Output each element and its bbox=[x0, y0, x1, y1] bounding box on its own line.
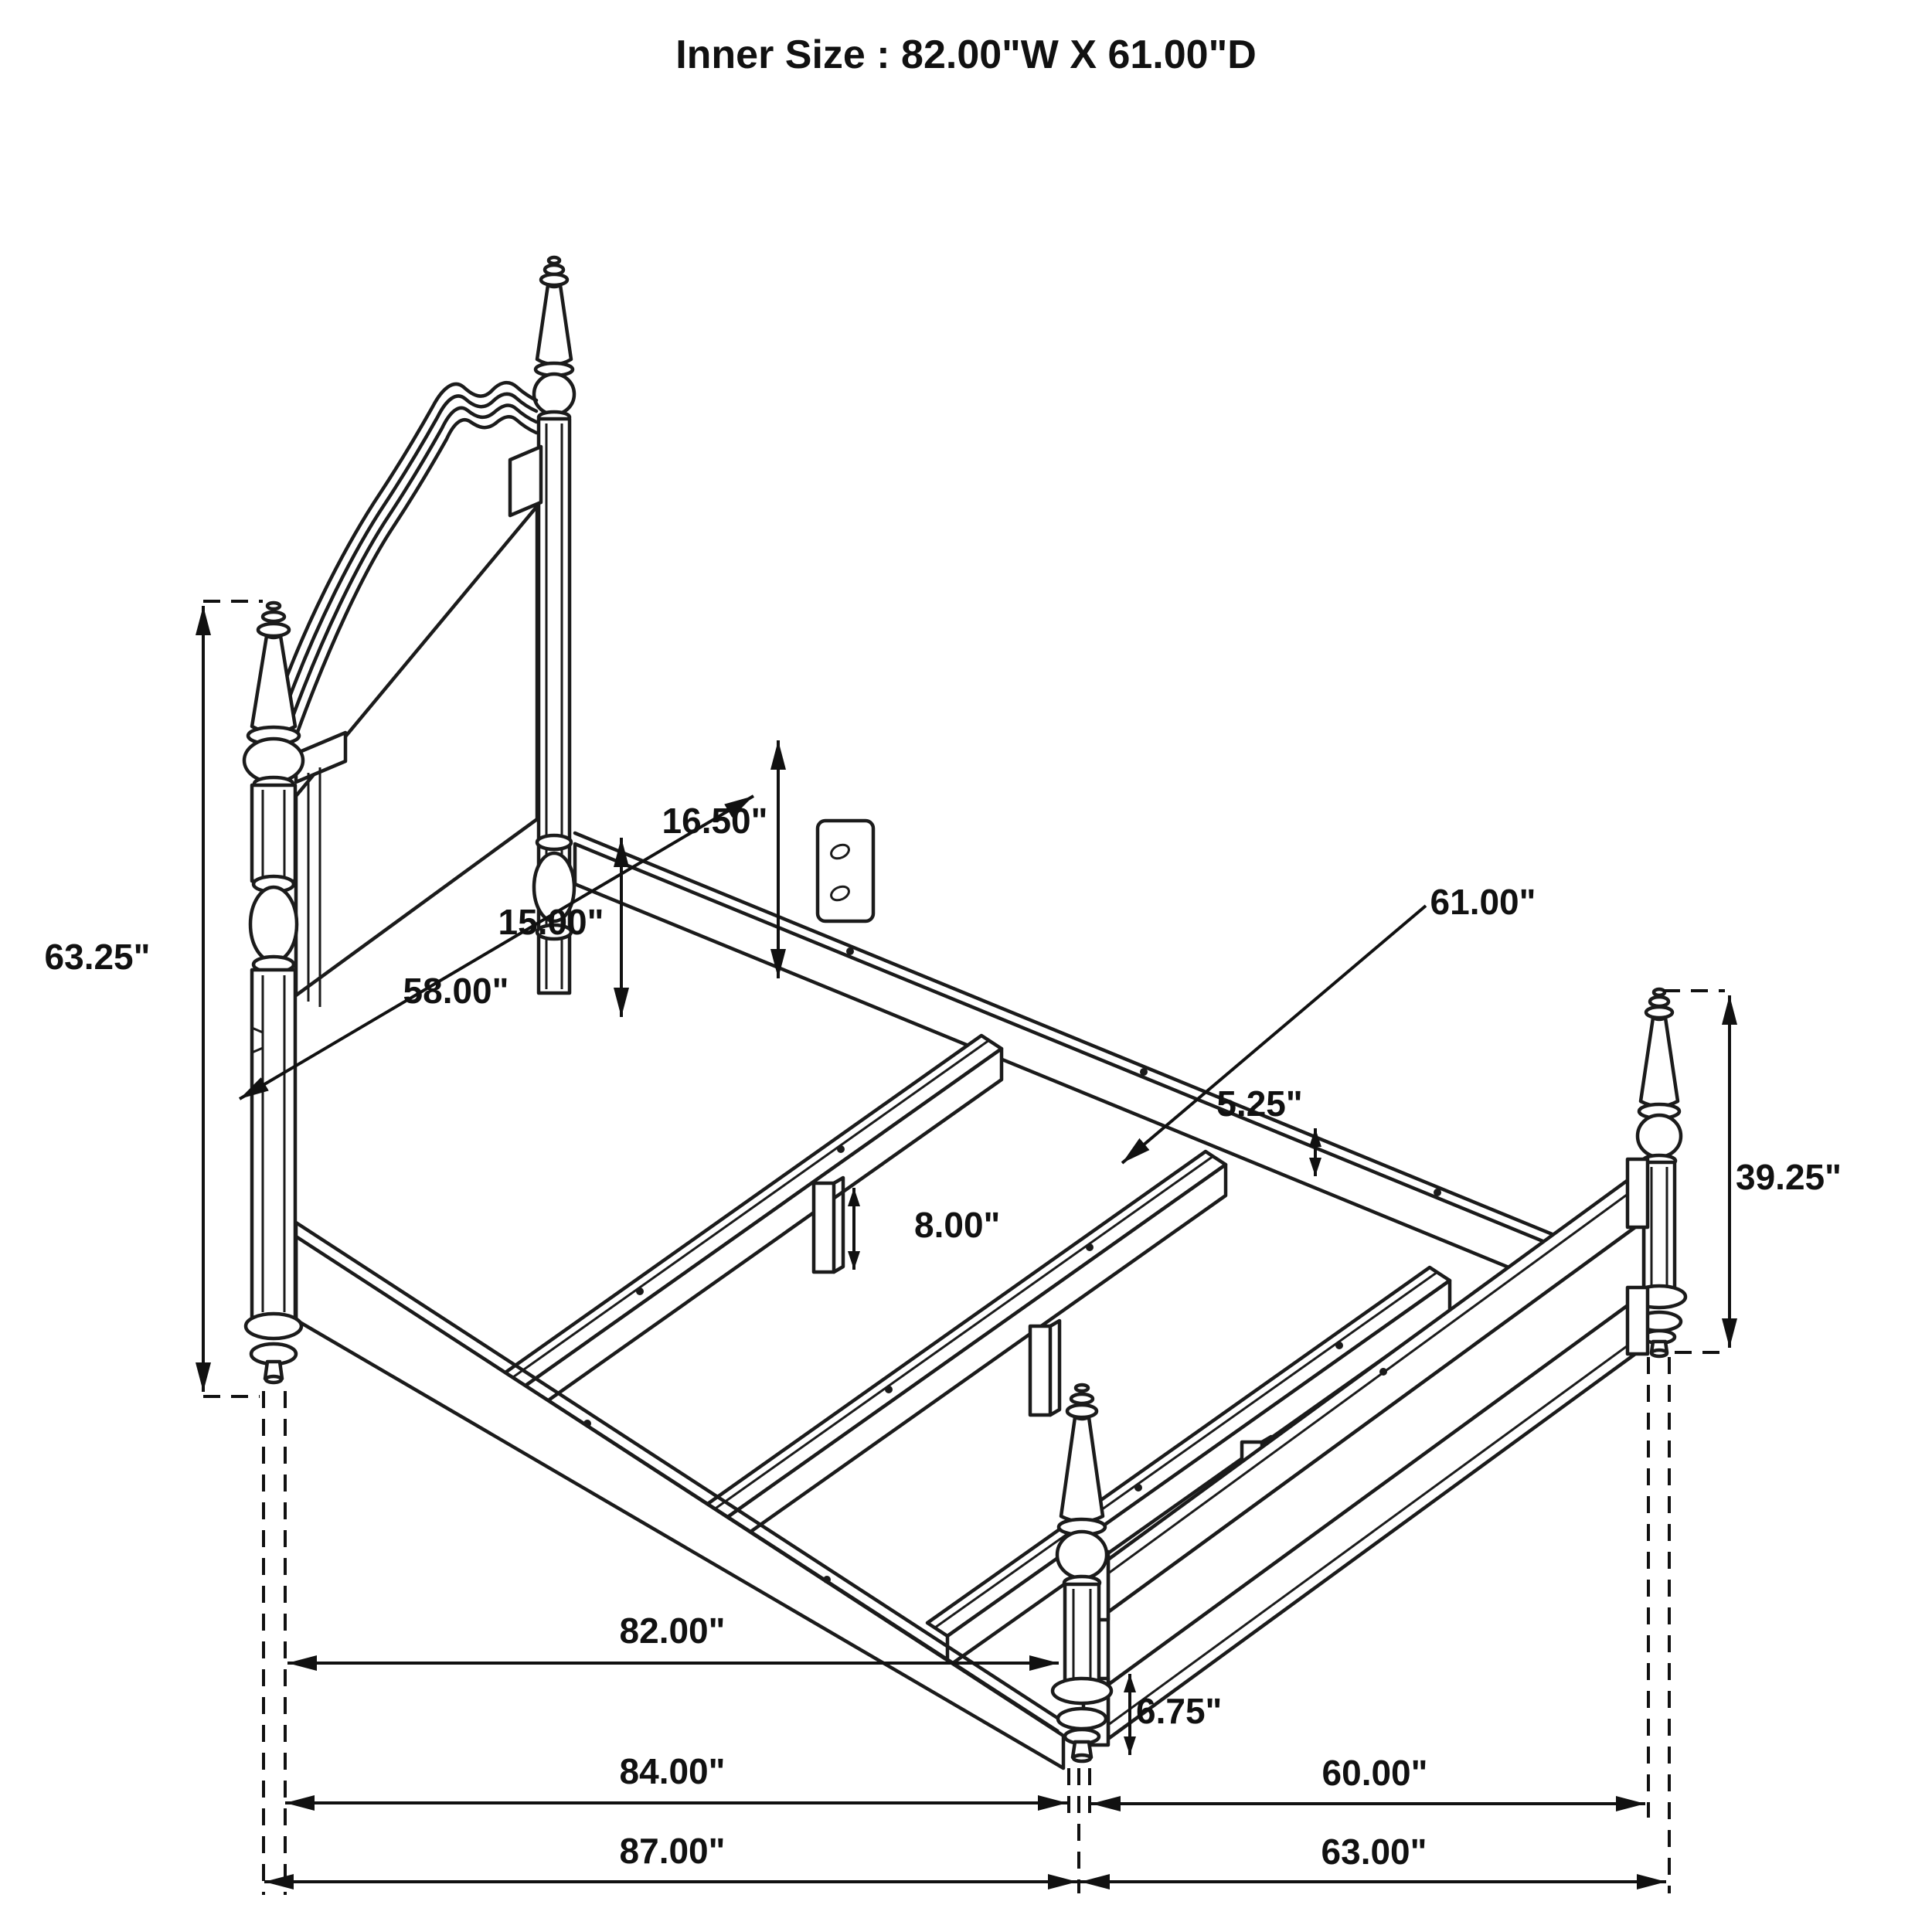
dim-frame-length bbox=[285, 1751, 1067, 1803]
dim-label-84: 84.00" bbox=[619, 1751, 726, 1791]
dim-label-39-25: 39.25" bbox=[1736, 1157, 1842, 1197]
dim-label-6-75: 6.75" bbox=[1136, 1691, 1223, 1731]
dim-label-60: 60.00" bbox=[1321, 1753, 1428, 1793]
dim-label-headboard-width: 58.00" bbox=[403, 971, 509, 1011]
dim-label-82: 82.00" bbox=[619, 1611, 726, 1651]
dim-overall-width bbox=[1080, 1832, 1666, 1882]
dim-label-5-25: 5.25" bbox=[1216, 1083, 1303, 1124]
head-front-post-turning bbox=[250, 876, 297, 972]
diagram-title: Inner Size : 82.00"W X 61.00"D bbox=[675, 32, 1257, 77]
rail-hook-bracket bbox=[818, 821, 873, 921]
support-leg bbox=[1030, 1321, 1060, 1415]
dim-label-8: 8.00" bbox=[914, 1205, 1001, 1245]
head-rear-post bbox=[534, 257, 574, 993]
dim-support-leg-height bbox=[854, 1188, 1000, 1270]
head-front-post bbox=[244, 603, 303, 1383]
dim-label-headboard-height: 63.25" bbox=[44, 937, 151, 977]
dim-label-16-5: 16.50" bbox=[662, 801, 768, 841]
dim-headboard-height bbox=[45, 601, 263, 1396]
dim-label-15: 15.00" bbox=[498, 902, 604, 942]
dim-inner-width bbox=[1091, 1753, 1645, 1804]
dim-overall-length bbox=[264, 1831, 1077, 1882]
dim-label-63: 63.00" bbox=[1321, 1832, 1427, 1872]
dim-footboard-height bbox=[1663, 991, 1842, 1352]
dim-label-61: 61.00" bbox=[1430, 882, 1536, 922]
dim-label-87: 87.00" bbox=[619, 1831, 726, 1871]
